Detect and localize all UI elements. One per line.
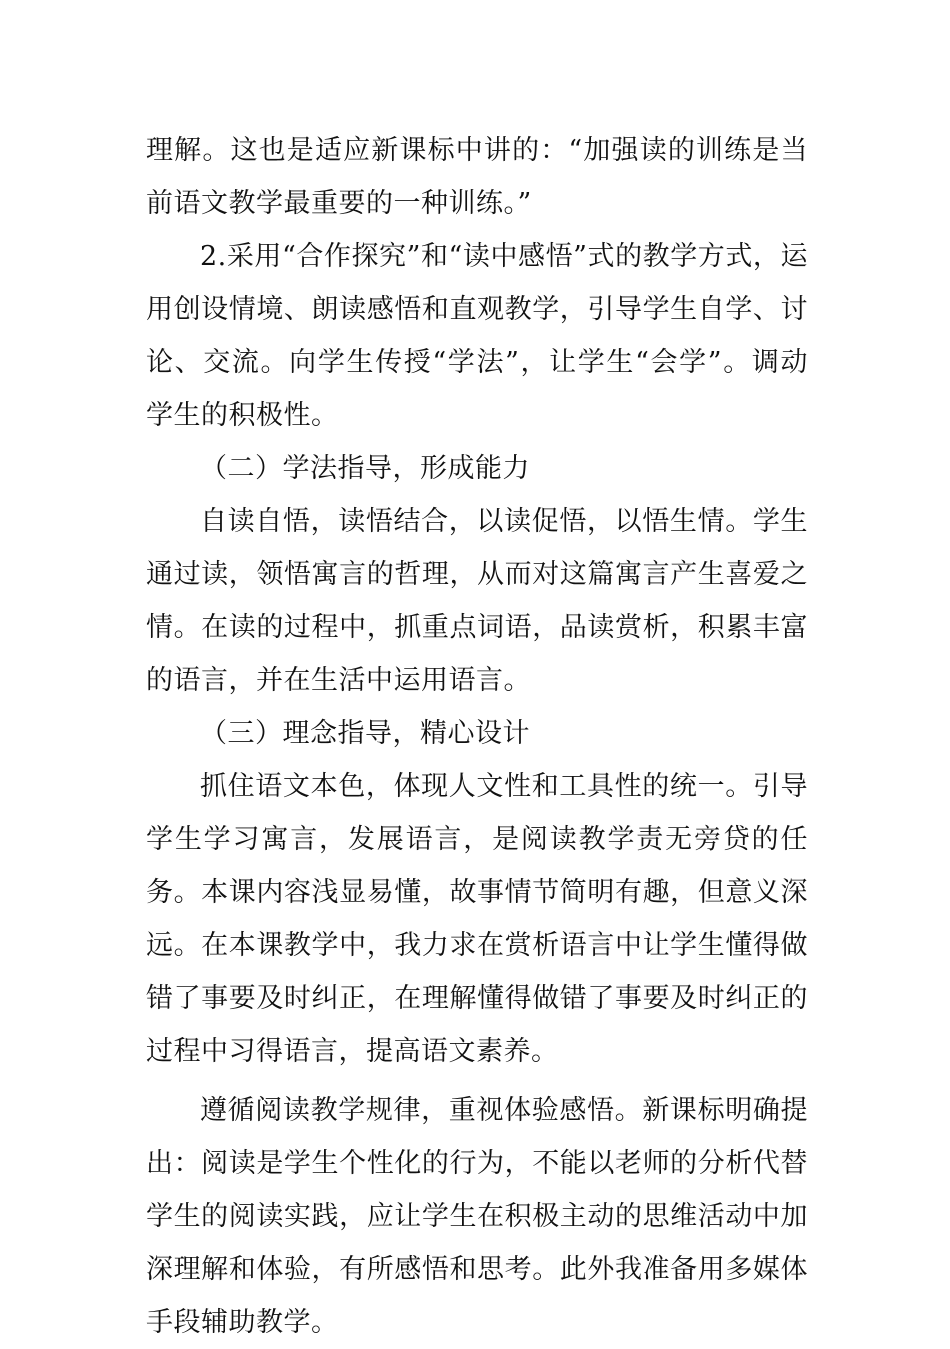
section-heading-concept: （三）理念指导，精心设计	[200, 718, 530, 749]
paragraph-concept: 抓住语文本色，体现人文性和工具性的统一。引导学生学习寓言，发展语言，是阅读教学责无旁贷的任务。本课内容浅显易懂，故事情节简明有趣，但意义深远。在本课教学中，我力求在赏析语言中让学生懂得做错了事要及时纠正，在理解懂得做错了事要及时纠正的过程中习得语言，提高语文素养。	[146, 771, 808, 1067]
section-heading-study-method: （二）学法指导，形成能力	[200, 453, 530, 484]
paragraph-study-method: 自读自悟，读悟结合，以读促悟，以悟生情。学生通过读，领悟寓言的哲理，从而对这篇寓言产生喜爱之情。在读的过程中，抓重点词语，品读赏析，积累丰富的语言，并在生活中运用语言。	[146, 506, 808, 696]
paragraph-continuation: 理解。这也是适应新课标中讲的：“加强读的训练是当前语文教学最重要的一种训练。”	[146, 135, 808, 219]
paragraph-reading-rules: 遵循阅读教学规律，重视体验感悟。新课标明确提出：阅读是学生个性化的行为，不能以老师的分析代替学生的阅读实践，应让学生在积极主动的思维活动中加深理解和体验，有所感悟和思考。此外我准备用多媒体手段辅助教学。	[146, 1095, 808, 1338]
document-body	[146, 124, 808, 1349]
paragraph-teaching-method: 2.采用“合作探究”和“读中感悟”式的教学方式，运用创设情境、朗读感悟和直观教学，引导学生自学、讨论、交流。向学生传授“学法”，让学生“会学”。调动学生的积极性。	[146, 241, 808, 431]
